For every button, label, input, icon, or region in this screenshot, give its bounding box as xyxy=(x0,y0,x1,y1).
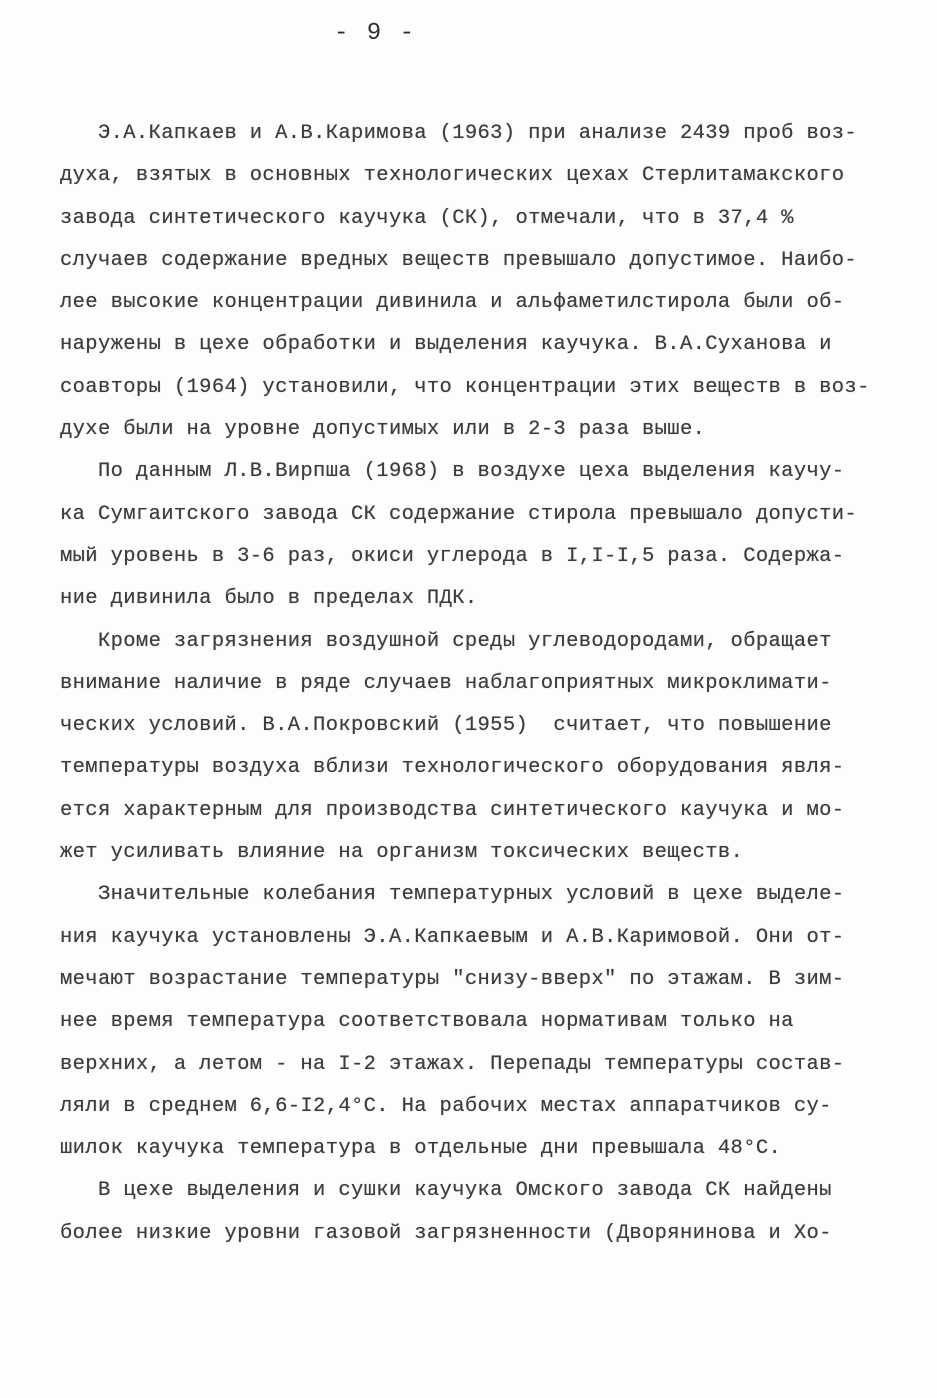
text-line: ние дивинила было в пределах ПДК. xyxy=(60,587,478,611)
text-line: духе были на уровне допустимых или в 2-3 раза выше. xyxy=(60,418,706,442)
text-line: внимание наличие в ряде случаев наблагоприятных микроклимати- xyxy=(60,671,832,695)
text-line: ляли в среднем 6,6-I2,4°С. На рабочих местах аппаратчиков су- xyxy=(60,1094,832,1118)
text-line: случаев содержание вредных веществ превышало допустимое. Наибо- xyxy=(60,248,858,272)
text-line: жет усиливать влияние на организм токсических веществ. xyxy=(60,841,744,865)
text-line: температуры воздуха вблизи технологического оборудования явля- xyxy=(60,756,845,780)
body-text xyxy=(60,113,870,1255)
text-line: духа, взятых в основных технологических цехах Стерлитамакского xyxy=(60,164,845,188)
text-line: ческих условий. В.А.Покровский (1955) считает, что повышение xyxy=(60,714,832,738)
text-line: нее время температура соответствовала нормативам только на xyxy=(60,1010,794,1034)
text-line: лее высокие концентрации дивинила и альфаметилстирола были об- xyxy=(60,291,845,315)
text-line: В цехе выделения и сушки каучука Омского завода СК найдены xyxy=(60,1179,832,1203)
text-line: верхних, а летом - на I-2 этажах. Перепады температуры состав- xyxy=(60,1052,845,1076)
text-line: Э.А.Капкаев и А.В.Каримова (1963) при анализе 2439 проб воз- xyxy=(60,122,858,145)
text-line: По данным Л.В.Вирпша (1968) в воздухе цеха выделения каучу- xyxy=(60,460,845,484)
page-number: - 9 - xyxy=(333,20,416,47)
text-line: наружены в цехе обработки и выделения каучука. В.А.Суханова и xyxy=(60,333,832,357)
text-line: более низкие уровни газовой загрязненности (Дворянинова и Хо- xyxy=(60,1221,832,1245)
text-line: соавторы (1964) установили, что концентрации этих веществ в воз- xyxy=(60,375,870,399)
text-line: мечают возрастание температуры "снизу-вверх" по этажам. В зим- xyxy=(60,967,845,991)
text-line: шилок каучука температура в отдельные дни превышала 48°С. xyxy=(60,1137,782,1161)
text-line: Значительные колебания температурных условий в цехе выделе- xyxy=(60,883,845,907)
text-line: завода синтетического каучука (СК), отмечали, что в 37,4 % xyxy=(60,206,794,230)
text-line: ется характерным для производства синтетического каучука и мо- xyxy=(60,798,845,822)
text-line: ка Сумгаитского завода СК содержание стирола превышало допусти- xyxy=(60,502,858,526)
text-line: ния каучука установлены Э.А.Капкаевым и А.В.Каримовой. Они от- xyxy=(60,925,845,949)
text-line: Кроме загрязнения воздушной среды углеводородами, обращает xyxy=(60,629,832,653)
text-line: мый уровень в 3-6 раз, окиси углерода в I,I-I,5 раза. Содержа- xyxy=(60,544,845,568)
